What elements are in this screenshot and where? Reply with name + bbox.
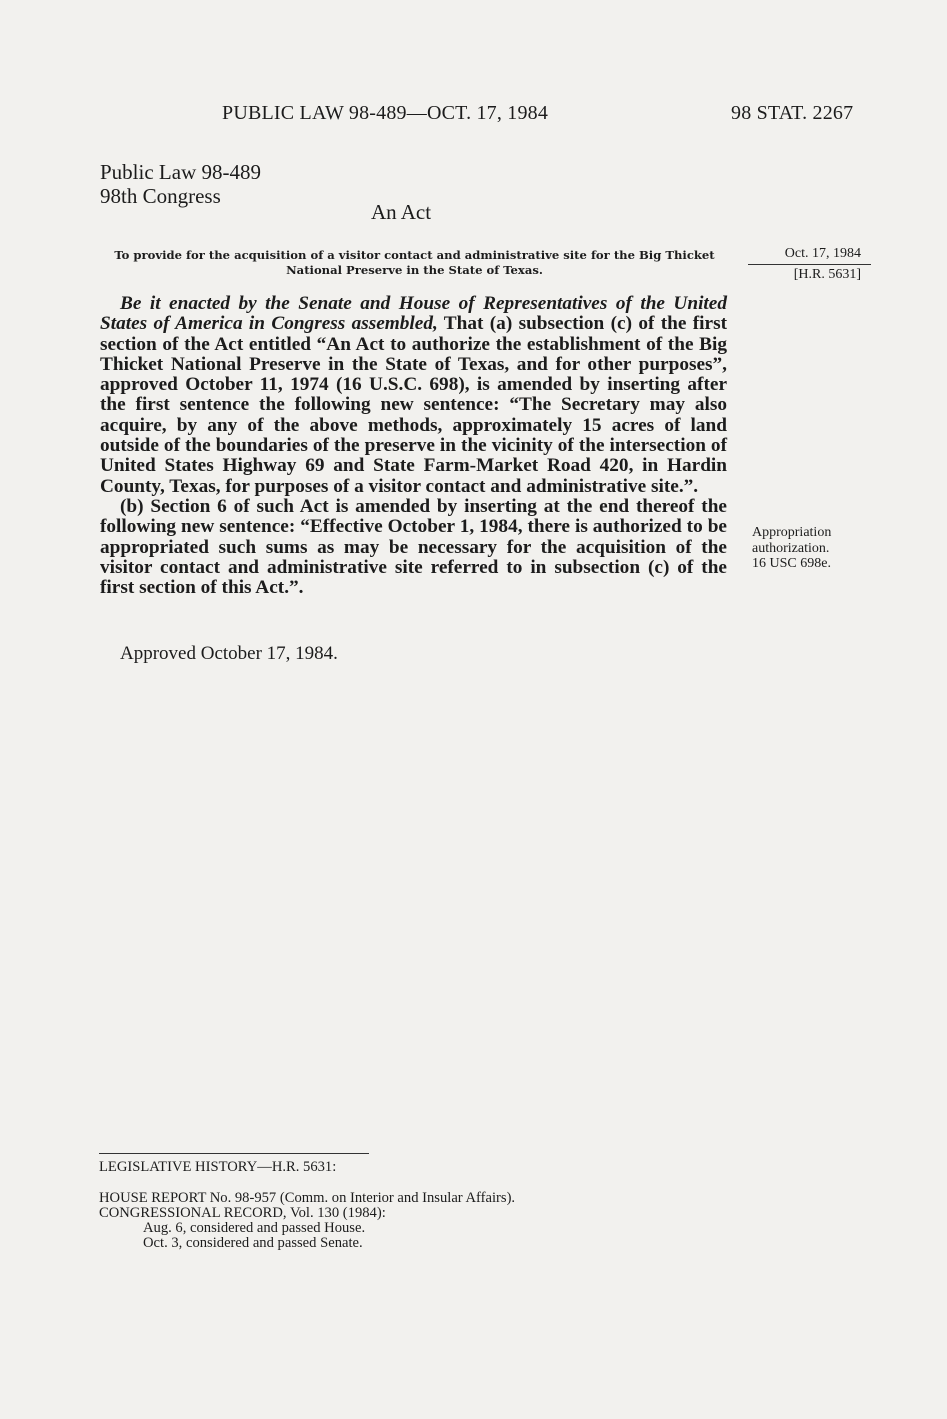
legislative-history (99, 1160, 515, 1251)
enacting-clause: Be it enacted by the Senate and House of Representatives of the United States of America in Congress assembled, (100, 293, 727, 335)
margin-date-block (748, 246, 871, 283)
margin-note-line: Appropriation (752, 525, 832, 540)
history-entry: Aug. 6, considered and passed House. (143, 1220, 366, 1236)
statute-page-number: 98 STAT. 2267 (731, 102, 854, 124)
approval-date: Approved October 17, 1984. (120, 643, 338, 664)
congress-number: 98th Congress (100, 184, 221, 208)
act-body (100, 294, 727, 598)
history-entry: Oct. 3, considered and passed Senate. (143, 1235, 363, 1251)
act-title: An Act (371, 200, 432, 224)
enactment-date: Oct. 17, 1984 (748, 246, 871, 265)
congressional-record: CONGRESSIONAL RECORD, Vol. 130 (1984): (99, 1205, 386, 1221)
margin-note-line: authorization. (752, 540, 830, 556)
paragraph-b: (b) Section 6 of such Act is amended by inserting at the end thereof the following new sentence: “Effective October 1, 1984, there is authorized to be appropriated such sums as may be necessary for the acquisition of the visitor contact and administrative site referred to in subsection (c) of the first section of this Act.”. (100, 495, 727, 599)
running-head-title: PUBLIC LAW 98-489—OCT. 17, 1984 (222, 102, 549, 124)
bill-number: [H.R. 5631] (793, 267, 861, 282)
house-report: HOUSE REPORT No. 98-957 (Comm. on Interior and Insular Affairs). (99, 1190, 516, 1206)
purpose-statement: To provide for the acquisition of a visitor contact and administrative site for the Big Thicket National Preserve in the State of Texas. (114, 248, 715, 277)
paragraph-a-text: That (a) subsection (c) of the first section of the Act entitled “An Act to authorize the establishment of the Big Thicket National Preserve in the State of Texas, and for other purposes”, approved October 11, 1974 (16 U.S.C. 698), is amended by inserting after the first sentence the following new sentence: “The Secretary may also acquire, by any of the above methods, approximately 15 acres of land outside of the boundaries of the preserve in the vicinity of the intersection of United States Highway 69 and State Farm-Market Road 420, in Hardin County, Texas, for purposes of a visitor contact and administrative site.”. (100, 313, 727, 497)
margin-note-line: 16 USC 698e. (752, 556, 831, 571)
public-law-number: Public Law 98-489 (100, 160, 261, 184)
footnote-divider (99, 1153, 369, 1154)
law-identification (100, 160, 261, 208)
margin-note-appropriation (752, 525, 831, 572)
paragraph-a (100, 294, 727, 497)
legislative-history-heading: LEGISLATIVE HISTORY—H.R. 5631: (99, 1159, 337, 1175)
